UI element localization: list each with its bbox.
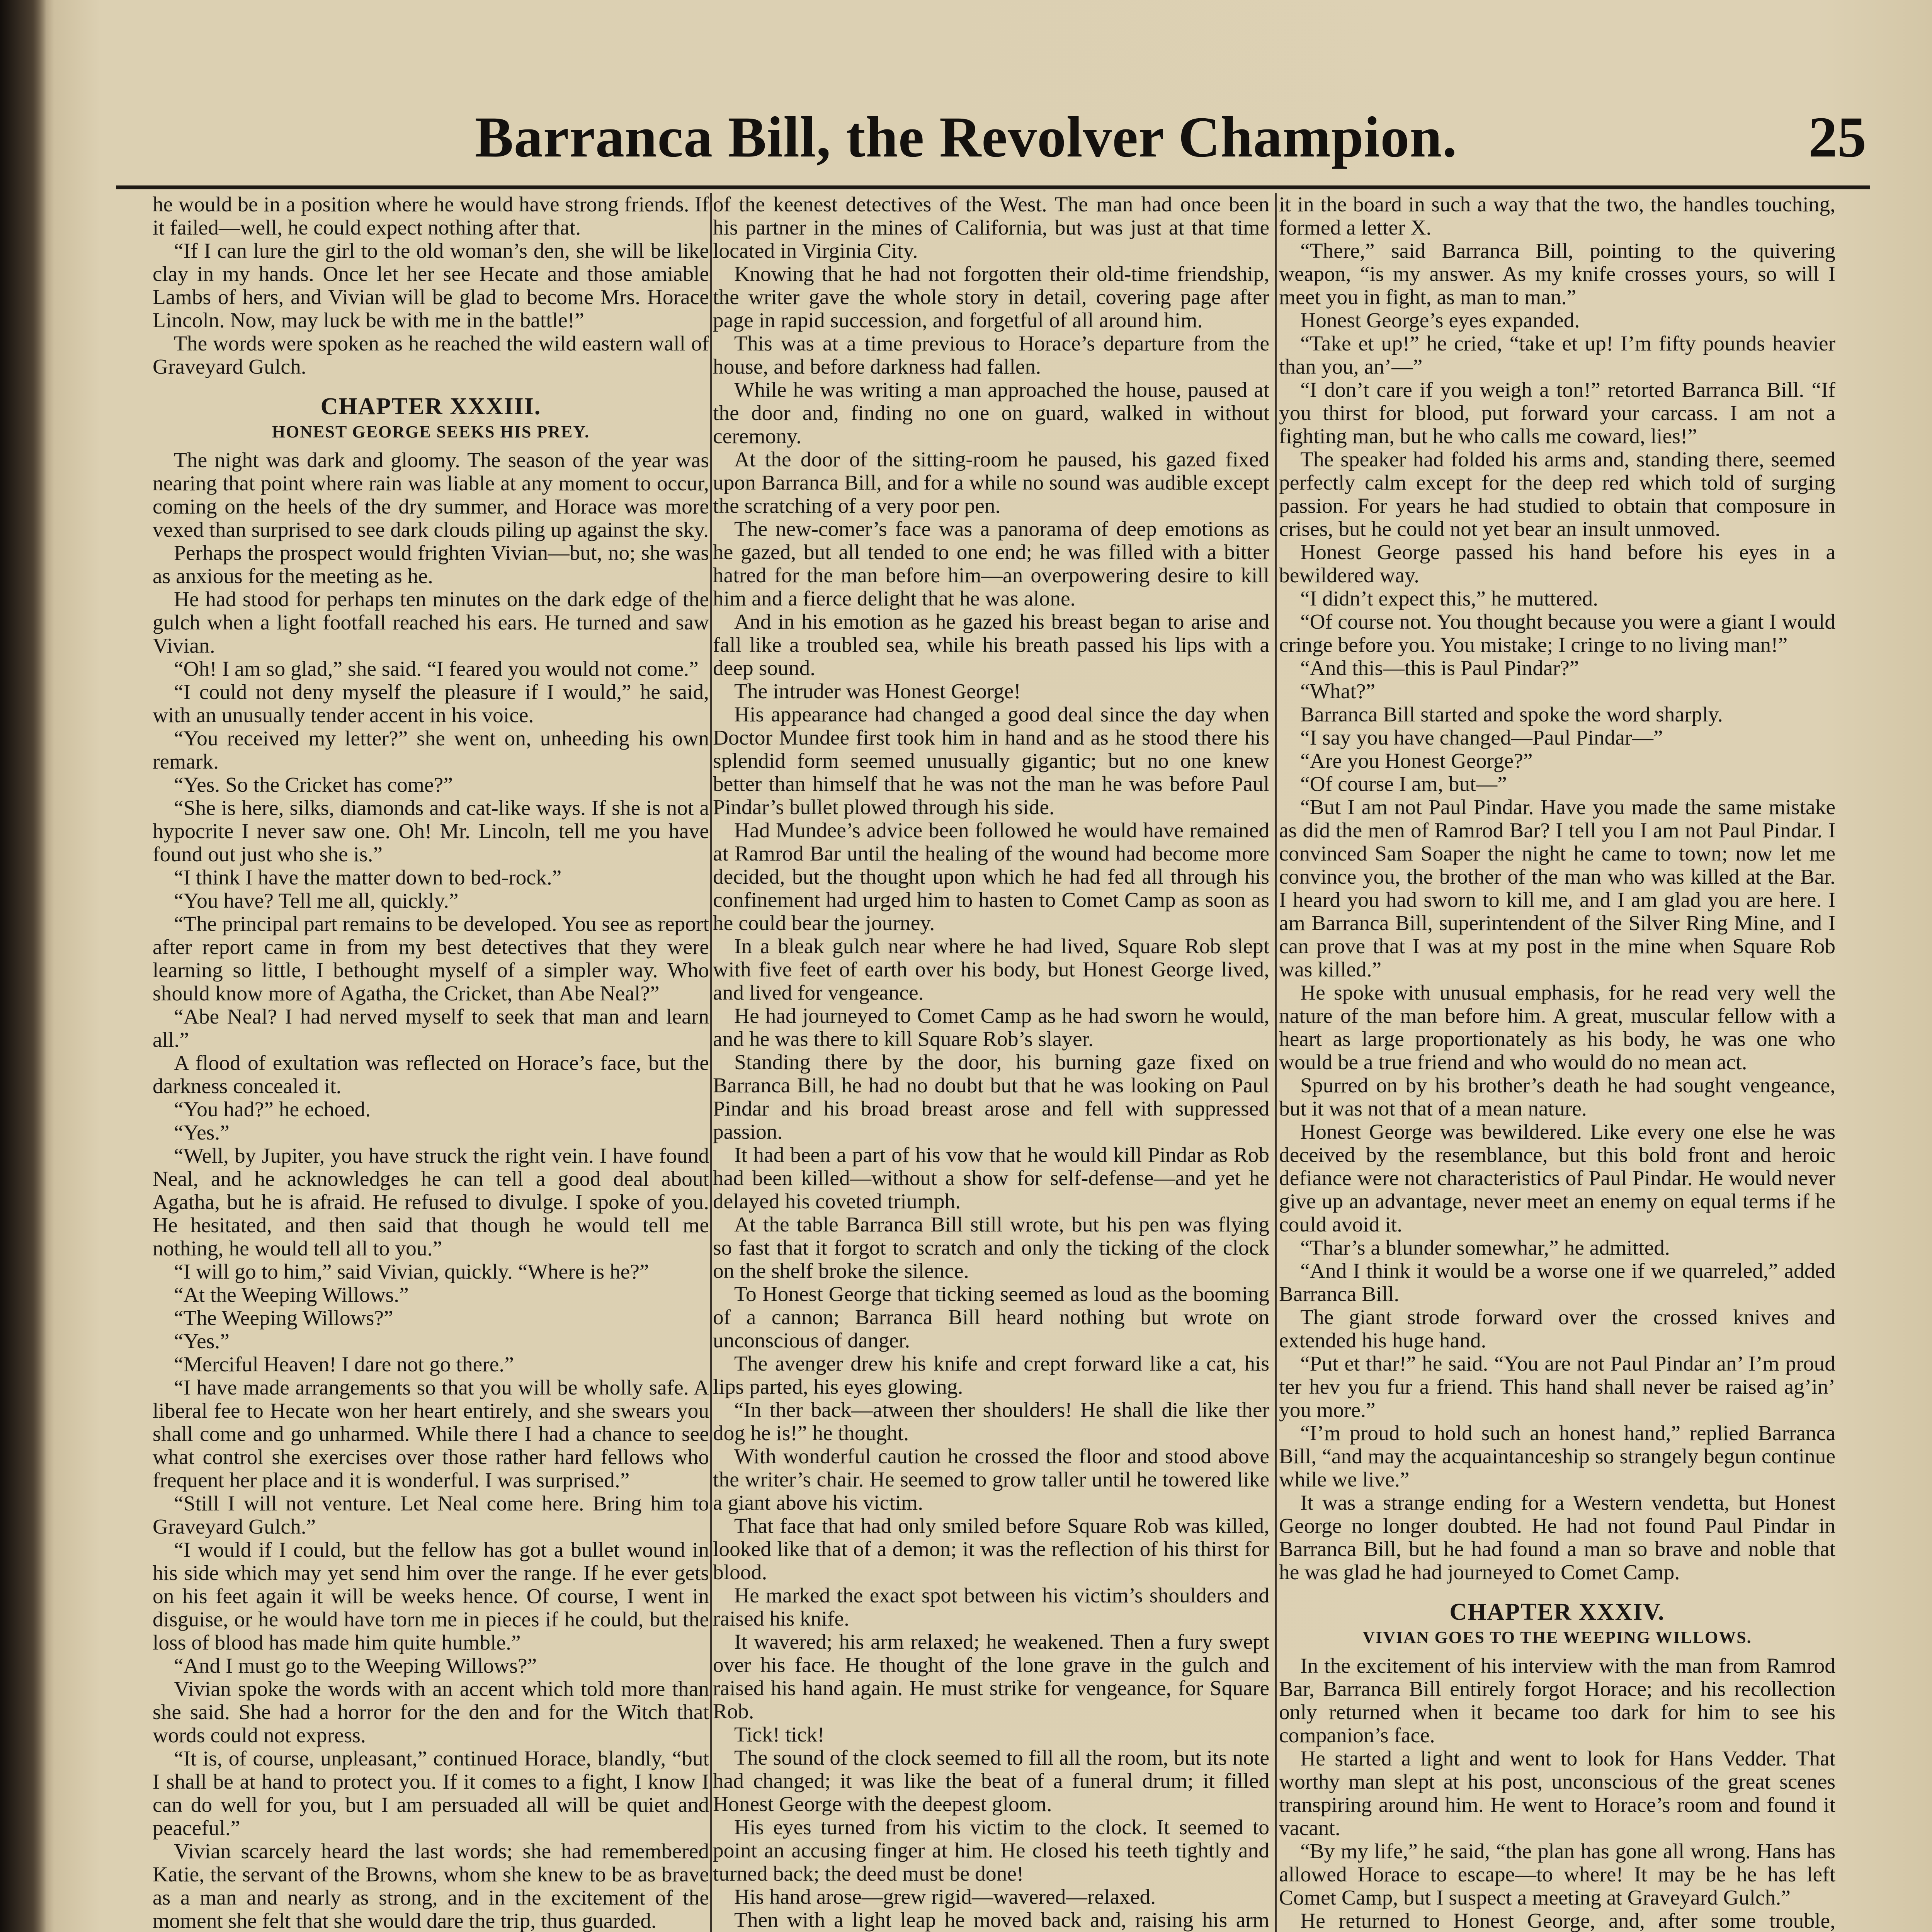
paragraph: “By my life,” he said, “the plan has gone all wrong. Hans has allowed Horace to escape—to where! It may be he has left Comet Camp, but I suspect a meeting at Graveyard Gulch.” bbox=[1279, 1840, 1835, 1910]
paragraph: The speaker had folded his arms and, standing there, seemed perfectly calm except for the deep red which told of surging passion. For years he had studied to obtain that composure in crises, but he could not yet bear an insult unmoved. bbox=[1279, 448, 1835, 541]
paragraph: “I say you have changed—Paul Pindar—” bbox=[1300, 726, 1663, 750]
paragraph: “Of course not. You thought because you were a giant I would cringe before you. You mistake; I cringe to no living man!” bbox=[1279, 610, 1835, 657]
paragraph: “Well, by Jupiter, you have struck the right vein. I have found Neal, and he acknowledges he can tell a good deal about Agatha, but he is afraid. He refused to divulge. I spoke of you. He hesitated, and then said that though he would tell me nothing, he would tell all to you.” bbox=[153, 1144, 709, 1260]
paragraph: A flood of exultation was reflected on Horace’s face, but the darkness concealed it. bbox=[153, 1051, 709, 1098]
paragraph: “Yes. So the Cricket has come?” bbox=[174, 773, 453, 797]
paragraph-continued: of the keenest detectives of the West. The man had once been his partner in the mines of California, but was just at that time located in Virginia City. bbox=[713, 193, 1269, 263]
paragraph: The new-comer’s face was a panorama of deep emotions as he gazed, but all tended to one end; he was filled with a bitter hatred for the man before him—an overpowering desire to kill him and a fierce delight that he was alone. bbox=[713, 517, 1269, 611]
paragraph: “Yes.” bbox=[174, 1330, 230, 1353]
chapter-heading: CHAPTER XXXIV. bbox=[1449, 1599, 1665, 1625]
paragraph: He spoke with unusual emphasis, for he read very well the nature of the man before him. A great, muscular fellow with a heart as large proportionately as his body, he was one who would be a true friend and who would do no mean act. bbox=[1279, 981, 1835, 1074]
paragraph: “At the Weeping Willows.” bbox=[174, 1283, 409, 1307]
text-column-2 bbox=[713, 193, 1269, 1932]
paragraph: “I have made arrangements so that you will be wholly safe. A liberal fee to Hecate won her heart entirely, and she swears you shall come and go unharmed. While there I had a chance to see what control she exercises over those rather hard fellows who frequent her place and it is wonderful. I was surprised.” bbox=[153, 1376, 709, 1492]
paragraph: Honest George was bewildered. Like every one else he was deceived by the resemblance, but this bold front and heroic defiance were not characteristics of Paul Pindar. He would never give up an advantage, never meet an enemy on equal terms if he could avoid it. bbox=[1279, 1120, 1835, 1236]
paragraph: To Honest George that ticking seemed as loud as the booming of a cannon; Barranca Bill heard nothing but wrote on unconscious of danger. bbox=[713, 1282, 1269, 1352]
paragraph: While he was writing a man approached the house, paused at the door and, finding no one on guard, walked in without ceremony. bbox=[713, 378, 1269, 448]
paragraph: It had been a part of his vow that he would kill Pindar as Rob had been killed—without a show for self-defense—and yet he delayed his coveted triumph. bbox=[713, 1143, 1269, 1213]
paragraph: At the table Barranca Bill still wrote, but his pen was flying so fast that it forgot to scratch and only the ticking of the clock on the shelf broke the silence. bbox=[713, 1213, 1269, 1283]
page-header bbox=[116, 89, 1870, 189]
paragraph: At the door of the sitting-room he paused, his gazed fixed upon Barranca Bill, and for a while no sound was audible except the scratching of a very poor pen. bbox=[713, 448, 1269, 518]
paragraph: “If I can lure the girl to the old woman’s den, she will be like clay in my hands. Once let her see Hecate and those amiable Lambs of hers, and Vivian will be glad to become Mrs. Horace Lincoln. Now, may luck be with me in the battle!” bbox=[153, 239, 709, 332]
paragraph: Knowing that he had not forgotten their old-time friendship, the writer gave the whole story in detail, covering page after page in rapid succession, and forgetful of all around him. bbox=[713, 262, 1269, 332]
paragraph: “Merciful Heaven! I dare not go there.” bbox=[174, 1353, 514, 1376]
paragraph: He had stood for perhaps ten minutes on the dark edge of the gulch when a light footfall reached his ears. He turned and saw Vivian. bbox=[153, 588, 709, 658]
paragraph: His eyes turned from his victim to the clock. It seemed to point an accusing finger at him. He closed his teeth tightly and turned back; the deed must be done! bbox=[713, 1816, 1269, 1886]
paragraph: Then with a light leap he moved back and, raising his arm bbox=[734, 1908, 1269, 1932]
paragraph: He had journeyed to Comet Camp as he had sworn he would, and he was there to kill Square Rob’s slayer. bbox=[713, 1004, 1269, 1051]
paragraph: “Put et thar!” he said. “You are not Paul Pindar an’ I’m proud ter hev you fur a friend. This hand shall never be raised ag’in’ you more.” bbox=[1279, 1352, 1835, 1422]
paragraph-continued: it in the board in such a way that the two, the handles touching, formed a letter X. bbox=[1279, 193, 1835, 240]
paragraph: His appearance had changed a good deal since the day when Doctor Mundee first took him in hand and as he stood there his splendid form seemed unusually gigantic; but no one knew better than himself that he was not the man he was before Paul Pindar’s bullet plowed through his side. bbox=[713, 703, 1269, 819]
paragraph: “Still I will not venture. Let Neal come here. Bring him to Graveyard Gulch.” bbox=[153, 1492, 709, 1539]
paragraph: The avenger drew his knife and crept forward like a cat, his lips parted, his eyes glowing. bbox=[713, 1352, 1269, 1399]
paragraph: The words were spoken as he reached the wild eastern wall of Graveyard Gulch. bbox=[153, 332, 709, 379]
paragraph: “I think I have the matter down to bed-rock.” bbox=[174, 866, 562, 889]
paragraph: “Yes.” bbox=[174, 1121, 230, 1145]
paragraph: He returned to Honest George, and, after some trouble, bbox=[1300, 1909, 1835, 1932]
text-column-1 bbox=[153, 193, 709, 1932]
paragraph: He marked the exact spot between his victim’s shoulders and raised his knife. bbox=[713, 1584, 1269, 1631]
paragraph: Perhaps the prospect would frighten Vivian—but, no; she was as anxious for the meeting as he. bbox=[153, 541, 709, 588]
paragraph: In a bleak gulch near where he had lived, Square Rob slept with five feet of earth over his body, but Honest George lived, and lived for vengeance. bbox=[713, 935, 1269, 1005]
paragraph: Honest George’s eyes expanded. bbox=[1300, 309, 1580, 332]
paragraph: “You received my letter?” she went on, unheeding his own remark. bbox=[153, 727, 709, 774]
chapter-subtitle: HONEST GEORGE SEEKS HIS PREY. bbox=[272, 422, 590, 441]
paragraph: That face that had only smiled before Square Rob was killed, looked like that of a demon; it was the reflection of his thirst for blood. bbox=[713, 1514, 1269, 1584]
paragraph: The intruder was Honest George! bbox=[734, 680, 1021, 703]
paragraph: “Thar’s a blunder somewhar,” he admitted. bbox=[1300, 1236, 1670, 1260]
paragraph: “What?” bbox=[1300, 680, 1376, 703]
paragraph: Had Mundee’s advice been followed he would have remained at Ramrod Bar until the healing of the wound had become more decided, but the thought upon which he had fed all through his confinement had urged him to hasten to Comet Camp as soon as he could bear the journey. bbox=[713, 819, 1269, 935]
paragraph: “Of course I am, but—” bbox=[1300, 772, 1507, 796]
paragraph: “The principal part remains to be developed. You see as report after report came in from my best detectives that they were learning so little, I bethought myself of a simpler way. Who should know more of Agatha, the Cricket, than Abe Neal?” bbox=[153, 912, 709, 1005]
paragraph: It was a strange ending for a Western vendetta, but Honest George no longer doubted. He had not found Paul Pindar in Barranca Bill, but he had found a man so brave and noble that he was glad he had journeyed to Comet Camp. bbox=[1279, 1491, 1835, 1584]
paragraph: Honest George passed his hand before his eyes in a bewildered way. bbox=[1279, 541, 1835, 587]
paragraph: “It is, of course, unpleasant,” continued Horace, blandly, “but I shall be at hand to protect you. If it comes to a fight, I know I can do well for you, but I am persuaded all will be quiet and peaceful.” bbox=[153, 1747, 709, 1840]
paragraph-continued: he would be in a position where he would have strong friends. If it failed—well, he could expect nothing after that. bbox=[153, 193, 709, 240]
paragraph: Spurred on by his brother’s death he had sought vengeance, but it was not that of a mean nature. bbox=[1279, 1074, 1835, 1121]
paragraph: His hand arose—grew rigid—wavered—relaxed. bbox=[734, 1885, 1156, 1909]
paragraph: “And I must go to the Weeping Willows?” bbox=[174, 1654, 537, 1678]
paragraph: “Oh! I am so glad,” she said. “I feared you would not come.” bbox=[174, 657, 699, 681]
paragraph: “I’m proud to hold such an honest hand,” replied Barranca Bill, “and may the acquaintanceship so strangely begun continue while we live.” bbox=[1279, 1422, 1835, 1492]
paragraph: Standing there by the door, his burning gaze fixed on Barranca Bill, he had no doubt but that he was looking on Paul Pindar and his broad breast arose and fell with suppressed passion. bbox=[713, 1051, 1269, 1144]
page-number: 25 bbox=[1808, 105, 1866, 169]
page-title: Barranca Bill, the Revolver Champion. bbox=[474, 105, 1458, 169]
paragraph: “Abe Neal? I had nerved myself to seek that man and learn all.” bbox=[153, 1005, 709, 1052]
paragraph: This was at a time previous to Horace’s departure from the house, and before darkness had fallen. bbox=[713, 332, 1269, 379]
paragraph: “And I think it would be a worse one if we quarreled,” added Barranca Bill. bbox=[1279, 1259, 1835, 1306]
column-rule bbox=[710, 193, 712, 1932]
paragraph: “Take et up!” he cried, “take et up! I’m fifty pounds heavier than you, an’—” bbox=[1279, 332, 1835, 379]
paragraph: “I could not deny myself the pleasure if I would,” he said, with an unusually tender accent in his voice. bbox=[153, 680, 709, 727]
paragraph: Vivian spoke the words with an accent which told more than she said. She had a horror for the den and for the Witch that words could not express. bbox=[153, 1677, 709, 1747]
paragraph: “The Weeping Willows?” bbox=[174, 1306, 393, 1330]
paragraph: Vivian scarcely heard the last words; she had remembered Katie, the servant of the Browns, whom she knew to be as brave as a man and nearly as strong, and in the excitement of the moment she felt that she would dare the trip, thus guarded. bbox=[153, 1840, 709, 1932]
paragraph: The sound of the clock seemed to fill all the room, but its note had changed; it was like the beat of a funeral drum; it filled Honest George with the deepest gloom. bbox=[713, 1746, 1269, 1816]
paragraph: And in his emotion as he gazed his breast began to arise and fall like a troubled sea, while his breath passed his lips with a deep sound. bbox=[713, 610, 1269, 680]
paragraph: “She is here, silks, diamonds and cat-like ways. If she is not a hypocrite I never saw one. Oh! Mr. Lincoln, tell me you have found out just who she is.” bbox=[153, 796, 709, 866]
paragraph: “I will go to him,” said Vivian, quickly. “Where is he?” bbox=[174, 1260, 649, 1284]
paragraph: “I would if I could, but the fellow has got a bullet wound in his side which may yet send him over the range. If he ever gets on his feet again it will be weeks hence. Of course, I went in disguise, or he would have torn me in pieces if he could, but the loss of blood has made him quite humble.” bbox=[153, 1538, 709, 1655]
paragraph: “You have? Tell me all, quickly.” bbox=[174, 889, 459, 913]
binding-gutter bbox=[0, 0, 46, 1932]
paragraph: “I don’t care if you weigh a ton!” retorted Barranca Bill. “If you thirst for blood, put forward your carcass. I am not a fighting man, but he who calls me coward, lies!” bbox=[1279, 378, 1835, 448]
paragraph: Tick! tick! bbox=[734, 1723, 825, 1747]
column-rule bbox=[1275, 193, 1277, 1932]
paragraph: With wonderful caution he crossed the floor and stood above the writer’s chair. He seemed to grow taller until he towered like a giant above his victim. bbox=[713, 1445, 1269, 1515]
paragraph: “I didn’t expect this,” he muttered. bbox=[1300, 587, 1599, 611]
paragraph: He started a light and went to look for Hans Vedder. That worthy man slept at his post, unconscious of the great scenes transpiring around him. He went to Horace’s room and found it vacant. bbox=[1279, 1747, 1835, 1840]
paragraph: “You had?” he echoed. bbox=[174, 1098, 371, 1121]
chapter-subtitle: VIVIAN GOES TO THE WEEPING WILLOWS. bbox=[1362, 1628, 1752, 1647]
paragraph: The night was dark and gloomy. The season of the year was nearing that point where rain was liable at any moment to occur, coming on the heels of the dry summer, and Horace was more vexed than surprised to see dark clouds piling up against the sky. bbox=[153, 449, 709, 542]
text-column-3 bbox=[1279, 193, 1835, 1932]
paragraph: “And this—this is Paul Pindar?” bbox=[1300, 656, 1579, 680]
paragraph: It wavered; his arm relaxed; he weakened. Then a fury swept over his face. He thought of the lone grave in the gulch and raised his hand again. He must strike for vengeance, for Square Rob. bbox=[713, 1630, 1269, 1723]
paragraph: “In ther back—atween ther shoulders! He shall die like ther dog he is!” he thought. bbox=[713, 1398, 1269, 1445]
paragraph: “But I am not Paul Pindar. Have you made the same mistake as did the men of Ramrod Bar? I tell you I am not Paul Pindar. I convinced Sam Soaper the night he came to town; now let me convince you, the brother of the man who was killed at the Bar. I heard you had sworn to kill me, and I am glad you are here. I am Barranca Bill, superintendent of the Silver Ring Mine, and I can prove that I was at my post in the mine when Square Rob was killed.” bbox=[1279, 796, 1835, 981]
paragraph: Barranca Bill started and spoke the word sharply. bbox=[1300, 703, 1723, 726]
paragraph: “There,” said Barranca Bill, pointing to the quivering weapon, “is my answer. As my knife crosses yours, so will I meet you in fight, as man to man.” bbox=[1279, 239, 1835, 309]
paragraph: “Are you Honest George?” bbox=[1300, 749, 1533, 773]
chapter-heading: CHAPTER XXXIII. bbox=[320, 393, 541, 420]
paragraph: In the excitement of his interview with the man from Ramrod Bar, Barranca Bill entirely forgot Horace; and his recollection only returned when it became too dark for him to see his companion’s face. bbox=[1279, 1654, 1835, 1747]
paragraph: The giant strode forward over the crossed knives and extended his huge hand. bbox=[1279, 1306, 1835, 1352]
